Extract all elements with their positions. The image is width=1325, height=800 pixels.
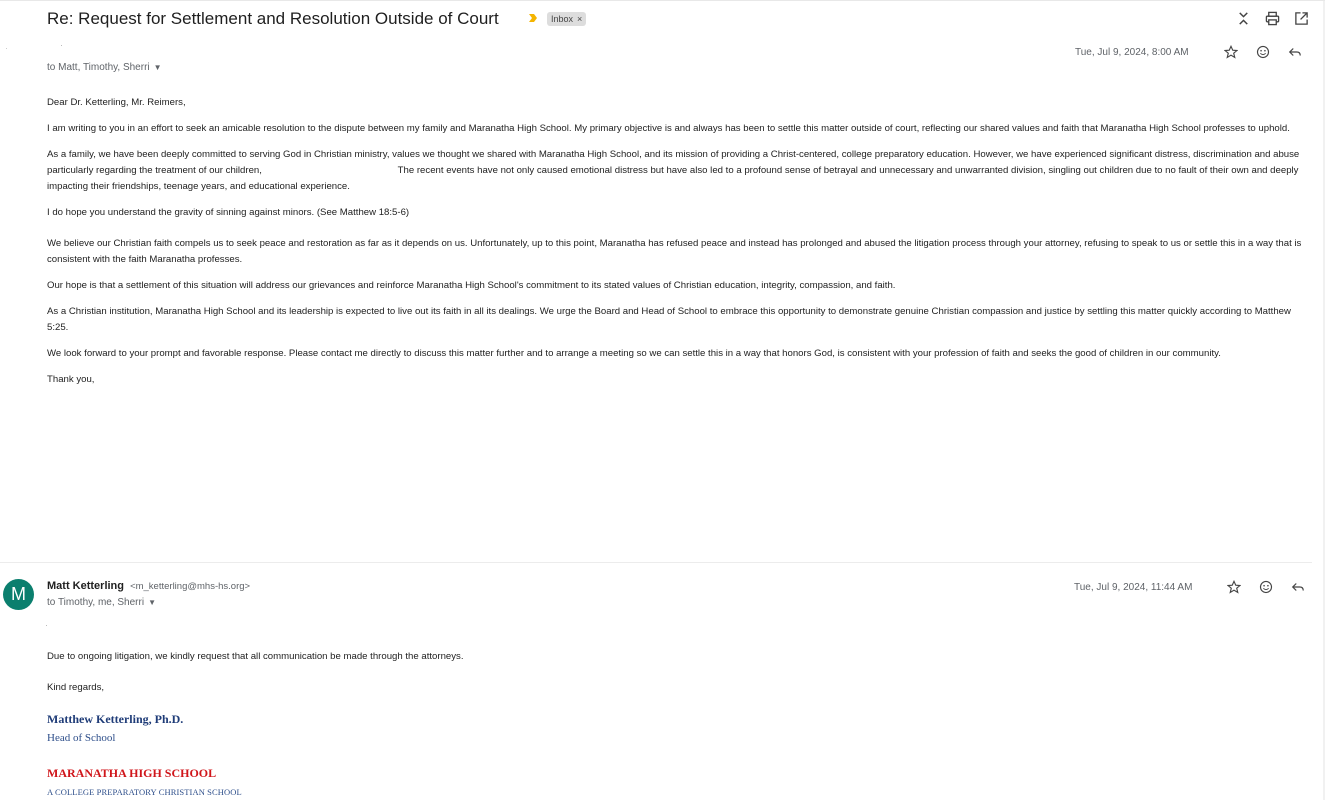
emoji-icon bbox=[1256, 45, 1270, 59]
avatar[interactable]: M bbox=[3, 579, 34, 610]
body-paragraph: We look forward to your prompt and favorable response. Please contact me directly to discuss this matter further and to arrange a meeting so we can settle this in a way that honors God, is consistent with your profession of faith and seeks the good of children in our community. bbox=[47, 348, 1221, 359]
email-signature bbox=[47, 712, 242, 797]
signature-tagline: A COLLEGE PREPARATORY CHRISTIAN SCHOOL bbox=[47, 787, 242, 797]
body-paragraph: I am writing to you in an effort to seek an amicable resolution to the dispute between my family and Maranatha High School. My primary objective is and always has been to settle this matter outside of court, reflecting our shared values and faith that Maranatha High School professes to uphold. bbox=[47, 123, 1290, 134]
star-icon bbox=[1227, 580, 1241, 594]
body-paragraph: Thank you, bbox=[47, 374, 95, 385]
message1-actions bbox=[1075, 44, 1325, 60]
message2-body bbox=[47, 650, 464, 712]
body-paragraph: I do hope you understand the gravity of sinning against minors. (See Matthew 18:5-6) bbox=[47, 207, 410, 218]
signature-title: Head of School bbox=[47, 732, 116, 744]
message1-date: Tue, Jul 9, 2024, 8:00 AM bbox=[1075, 46, 1189, 58]
collapse-all-button[interactable] bbox=[1235, 10, 1252, 27]
thread-subject: Re: Request for Settlement and Resolution Outside of Court bbox=[47, 9, 499, 28]
message1-recipients[interactable] bbox=[47, 62, 162, 73]
inbox-label-text: Inbox bbox=[551, 14, 574, 24]
sender-email: <m_ketterling@mhs-hs.org> bbox=[130, 581, 251, 592]
remove-label-icon[interactable]: × bbox=[577, 14, 583, 24]
star-icon bbox=[1224, 45, 1238, 59]
recipients-text: to Matt, Timothy, Sherri bbox=[47, 62, 150, 73]
thread-header bbox=[0, 0, 1325, 37]
faint-pixel bbox=[61, 45, 62, 46]
printer-icon bbox=[1265, 11, 1280, 26]
star-button[interactable] bbox=[1223, 44, 1239, 60]
signature-school: MARANATHA HIGH SCHOOL bbox=[47, 766, 217, 780]
faint-pixel bbox=[46, 625, 47, 626]
reply-icon bbox=[1288, 45, 1302, 59]
open-in-new-icon bbox=[1294, 11, 1309, 26]
body-paragraph: As a Christian institution, Maranatha High School and its leadership is expected to live out its faith in all its dealings. We urge the Board and Head of School to embrace this opportunity to demonstrate genuine Christian compassion and justice by settling this matter quickly according to Matthew 5:25. bbox=[47, 306, 1291, 333]
reply-icon bbox=[1291, 580, 1305, 594]
body-paragraph: Kind regards, bbox=[47, 682, 105, 693]
chevron-down-icon[interactable]: ▼ bbox=[153, 63, 162, 72]
body-paragraph: Our hope is that a settlement of this situation will address our grievances and reinforce Maranatha High School's commitment to its stated values of Christian education, integrity, compassion, and faith. bbox=[47, 280, 896, 291]
message1-body bbox=[47, 95, 1312, 398]
print-button[interactable] bbox=[1264, 10, 1281, 27]
message2-actions bbox=[1074, 579, 1325, 595]
message2-date: Tue, Jul 9, 2024, 11:44 AM bbox=[1074, 581, 1193, 593]
collapse-icon bbox=[1236, 11, 1251, 26]
body-paragraph: We believe our Christian faith compels us to seek peace and restoration as far as it depends on us. Unfortunately, up to this point, Maranatha has refused peace and instead has prolonged and abused the litigation process through your attorney, refusing to speak to us or settle this in a way that is consistent with the faith Maranatha professes. bbox=[47, 238, 1302, 265]
emoji-icon bbox=[1259, 580, 1273, 594]
reply-button[interactable] bbox=[1287, 44, 1303, 60]
faint-pixel bbox=[6, 48, 7, 49]
inbox-label-chip bbox=[547, 12, 586, 26]
message2-recipients[interactable] bbox=[47, 597, 156, 608]
sender-name[interactable]: Matt Ketterling bbox=[47, 580, 124, 592]
chevron-down-icon[interactable]: ▼ bbox=[148, 598, 156, 607]
message2-sender bbox=[47, 580, 250, 592]
more-vert-icon bbox=[1320, 45, 1325, 59]
star-button[interactable] bbox=[1226, 579, 1242, 595]
signature-name: Matthew Ketterling, Ph.D. bbox=[47, 712, 184, 726]
reply-button[interactable] bbox=[1290, 579, 1306, 595]
body-paragraph: Dear Dr. Ketterling, Mr. Reimers, bbox=[47, 97, 186, 108]
emoji-react-button[interactable] bbox=[1258, 579, 1274, 595]
more-options-button[interactable] bbox=[1319, 44, 1325, 60]
emoji-react-button[interactable] bbox=[1255, 44, 1271, 60]
open-new-window-button[interactable] bbox=[1293, 10, 1310, 27]
body-paragraph: As a family, we have been deeply committed to serving God in Christian ministry, values we thought we shared with Maranatha High School, and its mission of providing a Christ-centered, college preparatory education. However, we have experienced significant distress, discrimination and abuse particularly regarding the treatment of our children, The recent events have not only caused emotional distress but have also led to a profound sense of betrayal and unnecessary and unwarranted division, singling out children due to no fault of their own and deeply impacting their friendships, teenage years, and educational experience. bbox=[47, 149, 1302, 192]
message-divider bbox=[0, 562, 1312, 563]
thread-toolbar bbox=[1235, 10, 1310, 27]
recipients-text: to Timothy, me, Sherri bbox=[47, 597, 145, 608]
importance-marker-icon[interactable] bbox=[528, 13, 538, 23]
body-paragraph: Due to ongoing litigation, we kindly request that all communication be made through the attorneys. bbox=[47, 651, 464, 662]
